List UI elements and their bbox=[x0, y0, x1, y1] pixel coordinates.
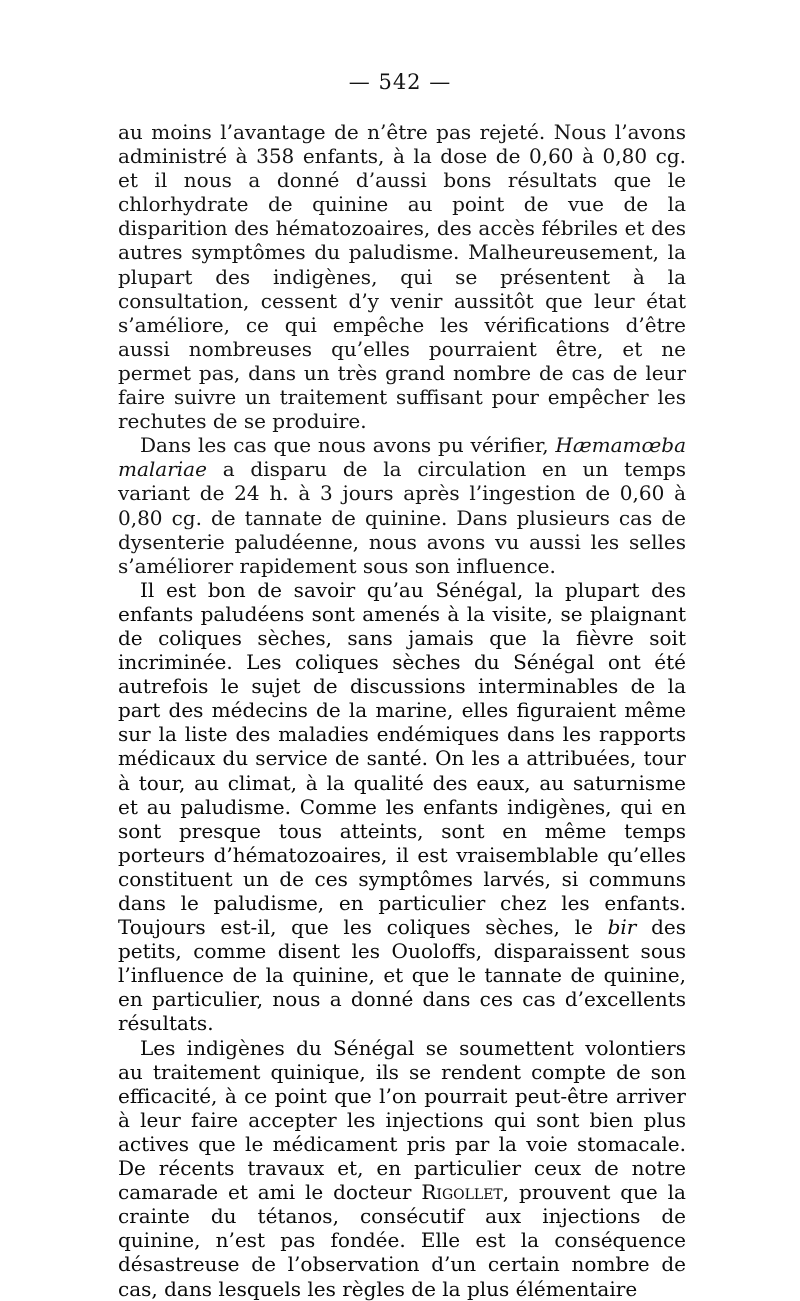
local-term: bir bbox=[607, 915, 637, 940]
paragraph-4-text-end: , prouvent que la crainte du tétanos, consécutif aux injections de quinine, n’est pas fondée. Elle est la conséquence désastreuse de l’observation d’un certain nombre de cas, dans lesquels les règles de la plus élémentaire bbox=[118, 1180, 686, 1301]
paragraph-2 bbox=[118, 433, 686, 578]
page-number: — 542 — bbox=[348, 70, 452, 94]
paragraph-3-text-start: Il est bon de savoir qu’au Sénégal, la plupart des enfants paludéens sont amenés à la visite, se plaignant de coliques sèches, sans jamais que la fièvre soit incriminée. Les coliques sèches du Sénégal ont été autrefois le sujet de discussions interminables de la part des médecins de la marine, elles figuraient même sur la liste des maladies endémiques dans les rapports médicaux du service de santé. On les a attribuées, tour à tour, au climat, à la qualité des eaux, au saturnisme et au paludisme. Comme les enfants indigènes, qui en sont presque tous atteints, sont en même temps porteurs d’hématozoaires, il est vraisemblable qu’elles constituent un de ces symptômes larvés, si communs dans le paludisme, en particulier chez les enfants. Toujours est-il, que les coliques sèches, le bbox=[118, 577, 686, 940]
paragraph-3 bbox=[118, 578, 686, 1036]
paragraph-4-text-start: Les indigènes du Sénégal se soumettent volontiers au traitement quinique, ils se rendent compte de son efficacité, à ce point que l’on pourrait peut-être arriver à leur faire accepter les injections qui sont bien plus actives que le médicament pris par la voie stomacale. De récents travaux et, en particulier ceux de notre camarade et ami le docteur bbox=[118, 1035, 686, 1205]
body-text bbox=[118, 120, 686, 1301]
paragraph-1: au moins l’avantage de n’être pas rejeté. Nous l’avons administré à 358 enfants, à la dose de 0,60 à 0,80 cg. et il nous a donné d’aussi bons résultats que le chlorhydrate de quinine au point de vue de la disparition des hématozoaires, des accès fébriles et des autres symptômes du paludisme. Malheureusement, la plupart des indigènes, qui se présentent à la consultation, cessent d’y venir aussitôt que leur état s’améliore, ce qui empêche les vérifications d’être aussi nombreuses qu’elles pourraient être, et ne permet pas, dans un très grand nombre de cas de leur faire suivre un traitement suffisant pour empêcher les rechutes de se produire. bbox=[118, 120, 686, 434]
paragraph-2-text-end: a disparu de la circulation en un temps variant de 24 h. à 3 jours après l’ingestion de 0,60 à 0,80 cg. de tannate de quinine. Dans plusieurs cas de dysenterie paludéenne, nous avons vu aussi les selles s’améliorer rapidement sous son influence. bbox=[118, 457, 686, 578]
paragraph-2-text-start: Dans les cas que nous avons pu vérifier, bbox=[140, 433, 556, 458]
species-name: Hæmamœba malariae bbox=[118, 433, 686, 482]
paragraph-3-text-end: des petits, comme disent les Ouoloffs, disparaissent sous l’influence de la quinine, et que le tannate de quinine, en particulier, nous a donné dans ces cas d’excellents résultats. bbox=[118, 915, 686, 1036]
paragraph-4 bbox=[118, 1036, 686, 1301]
author-name: Rigollet bbox=[421, 1180, 503, 1205]
